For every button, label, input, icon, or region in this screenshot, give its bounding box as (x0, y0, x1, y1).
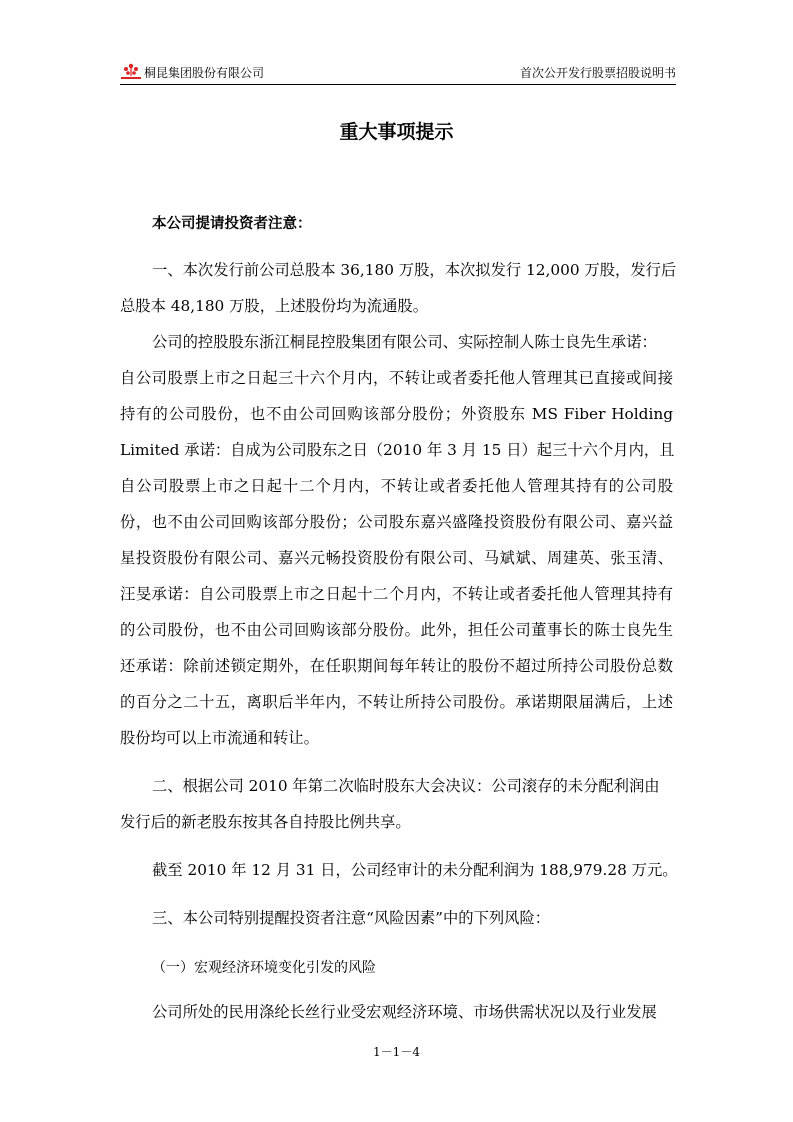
paragraph-line: 汪旻承诺：自公司股票上市之日起十二个月内，不转让或者委托他人管理其持有 (120, 585, 673, 603)
page-number: 1－1－4 (373, 1045, 420, 1059)
paragraph-line: 截至 2010 年 12 月 31 日，公司经审计的未分配利润为 188,979.28 万元。 (152, 861, 678, 879)
paragraph-line: 份，也不由公司回购该部分股份；公司股东嘉兴盛隆投资股份有限公司、嘉兴益 (120, 513, 673, 531)
page-header (120, 60, 676, 85)
paragraph-line: 总股本 48,180 万股，上述股份均为流通股。 (120, 297, 429, 315)
header-company-name: 桐昆集团股份有限公司 (144, 66, 265, 80)
paragraph-line: 的百分之二十五，离职后半年内，不转让所持公司股份。承诺期限届满后，上述 (120, 693, 673, 711)
paragraph-line: 持有的公司股份，也不由公司回购该部分股份；外资股东 MS Fiber Holding (120, 405, 673, 423)
paragraph-line: Limited 承诺：自成为公司股东之日（2010 年 3 月 15 日）起三十六个月内，且 (120, 441, 675, 459)
paragraph-line: 公司所处的民用涤纶长丝行业受宏观经济环境、市场供需状况以及行业发展 (152, 1003, 657, 1021)
paragraph-line: 还承诺：除前述锁定期外，在任职期间每年转让的股份不超过所持公司股份总数 (120, 657, 673, 675)
paragraph-line: 二、根据公司 2010 年第二次临时股东大会决议：公司滚存的未分配利润由 (152, 777, 660, 795)
page-title: 重大事项提示 (339, 121, 454, 143)
header-document-title: 首次公开发行股票招股说明书 (519, 66, 676, 80)
subsection-heading: （一）宏观经济环境变化引发的风险 (152, 960, 376, 976)
paragraph-line: 公司的控股股东浙江桐昆控股集团有限公司、实际控制人陈士良先生承诺： (152, 333, 657, 351)
paragraph-line: 股份均可以上市流通和转让。 (120, 729, 319, 747)
company-logo-icon (120, 62, 142, 80)
paragraph-line: 星投资股份有限公司、嘉兴元畅投资股份有限公司、马斌斌、周建英、张玉清、 (120, 549, 673, 567)
paragraph-line: 自公司股票上市之日起三十六个月内，不转让或者委托他人管理其已直接或间接 (120, 369, 673, 387)
paragraph-line: 发行后的新老股东按其各自持股比例共享。 (120, 813, 411, 831)
paragraph-line: 三、本公司特别提醒投资者注意“风险因素”中的下列风险： (152, 909, 551, 927)
paragraph-line: 自公司股票上市之日起十二个月内，不转让或者委托他人管理其持有的公司股 (120, 477, 673, 495)
section-intro: 本公司提请投资者注意： (152, 216, 312, 232)
paragraph-line: 一、本次发行前公司总股本 36,180 万股，本次拟发行 12,000 万股，发行后 (152, 261, 677, 279)
paragraph-line: 的公司股份，也不由公司回购该部分股份。此外，担任公司董事长的陈士良先生 (120, 621, 673, 639)
